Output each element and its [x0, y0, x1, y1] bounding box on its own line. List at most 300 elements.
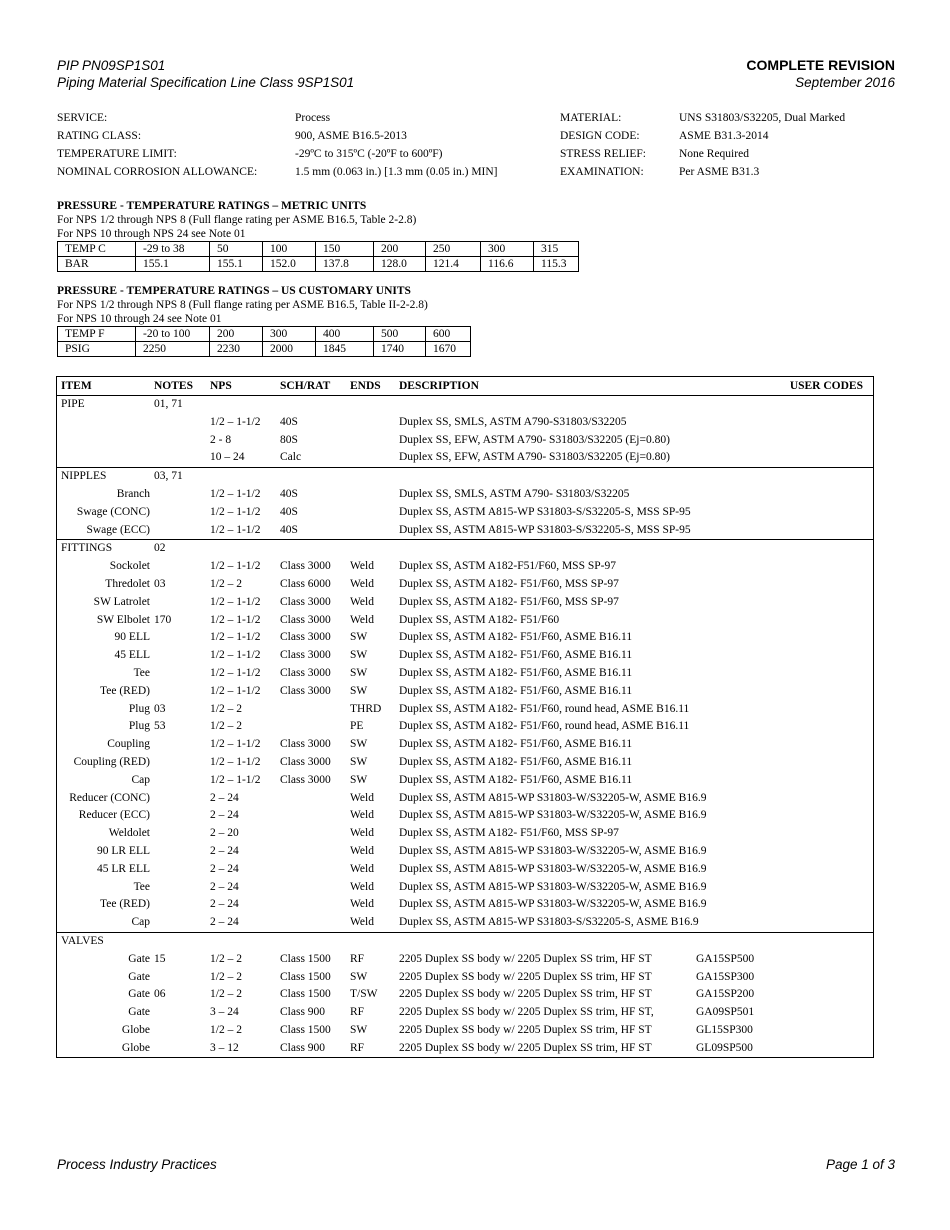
ratings-cell: 128.0 — [374, 257, 426, 272]
cell-nps: 1/2 – 2 — [210, 720, 242, 733]
cell-ends — [350, 449, 399, 467]
info-label: RATING CLASS: — [57, 130, 142, 142]
cell-nps: 1/2 – 1-1/2 — [210, 560, 261, 573]
ratings-cell: TEMP F — [58, 327, 136, 342]
us-note-2: For NPS 10 through 24 see Note 01 — [57, 313, 222, 325]
cell-notes — [154, 790, 210, 808]
table-row — [57, 540, 873, 558]
cell-nps — [210, 468, 280, 486]
cell-sch — [280, 825, 350, 843]
ratings-cell: 315 — [534, 242, 579, 257]
table-group — [57, 467, 873, 539]
cell-code — [696, 629, 836, 647]
table-row — [57, 736, 873, 754]
cell-sch: Class 3000 — [280, 613, 331, 626]
cell-code — [696, 825, 836, 843]
cell-nps: 1/2 – 1-1/2 — [210, 613, 261, 626]
cell-notes — [154, 504, 210, 522]
cell-ends — [350, 504, 399, 522]
us-note-1: For NPS 1/2 through NPS 8 (Full flange rating per ASME B16.5, Table II-2-2.8) — [57, 299, 428, 311]
cell-notes — [154, 522, 210, 540]
cell-code — [696, 414, 836, 432]
ratings-cell: 150 — [316, 242, 374, 257]
cell-notes: 15 — [154, 952, 166, 965]
cell-ends — [350, 396, 399, 414]
cell-notes — [154, 558, 210, 576]
cell-item: Reducer (ECC) — [78, 809, 150, 822]
cell-code — [696, 504, 836, 522]
cell-code — [696, 754, 836, 772]
cell-nps: 2 – 24 — [210, 844, 239, 857]
cell-item: 90 LR ELL — [96, 844, 150, 857]
table-row — [57, 861, 873, 879]
cell-ends: Weld — [350, 560, 374, 573]
materials-table — [56, 376, 874, 1058]
cell-nps: 1/2 – 1-1/2 — [210, 773, 261, 786]
cell-description: Duplex SS, SMLS, ASTM A790- S31803/S32205 — [399, 487, 630, 500]
cell-nps: 1/2 – 1-1/2 — [210, 666, 261, 679]
cell-ends: Weld — [350, 898, 374, 911]
cell-nps — [210, 396, 280, 414]
cell-item: Thredolet — [105, 577, 150, 590]
cell-notes — [154, 825, 210, 843]
cell-code — [696, 896, 836, 914]
cell-ends — [350, 486, 399, 504]
info-value: Process — [295, 112, 331, 124]
cell-ends: RF — [350, 1041, 365, 1054]
cell-nps: 1/2 – 1-1/2 — [210, 415, 261, 428]
cell-nps: 2 – 24 — [210, 862, 239, 875]
us-ratings-table — [57, 326, 471, 357]
cell-item: SW Elbolet — [96, 613, 150, 626]
cell-description: Duplex SS, ASTM A815-WP S31803-W/S32205-W, ASME B16.9 — [399, 809, 707, 822]
table-row — [57, 647, 873, 665]
cell-ends: SW — [350, 649, 368, 662]
cell-nps: 2 – 24 — [210, 880, 239, 893]
col-header-item: ITEM — [61, 380, 92, 392]
ratings-cell: 121.4 — [426, 257, 481, 272]
cell-code — [696, 432, 836, 450]
cell-nps: 1/2 – 2 — [210, 988, 242, 1001]
cell-ends: SW — [350, 631, 368, 644]
cell-item: Cap — [131, 916, 150, 929]
cell-item: Sockolet — [109, 560, 150, 573]
cell-sch — [280, 718, 350, 736]
cell-description: Duplex SS, ASTM A182- F51/F60, round head, ASME B16.11 — [399, 702, 690, 715]
ratings-cell: 2250 — [136, 342, 210, 357]
info-row — [560, 163, 845, 181]
cell-notes — [154, 683, 210, 701]
table-group — [57, 396, 873, 467]
info-row — [560, 109, 845, 127]
table-row — [57, 825, 873, 843]
cell-code — [696, 449, 836, 467]
cell-notes — [154, 969, 210, 987]
table-row — [57, 718, 873, 736]
cell-item: Gate — [128, 970, 150, 983]
cell-sch: Class 3000 — [280, 560, 331, 573]
col-header-notes: NOTES — [154, 380, 193, 392]
cell-sch: 40S — [280, 415, 298, 428]
cell-notes: 02 — [154, 542, 166, 555]
cell-sch — [280, 396, 350, 414]
cell-sch: Class 3000 — [280, 666, 331, 679]
cell-code — [696, 736, 836, 754]
cell-ends: Weld — [350, 595, 374, 608]
cell-item: Weldolet — [108, 827, 150, 840]
cell-notes — [154, 754, 210, 772]
cell-nps: 2 – 24 — [210, 898, 239, 911]
info-label: NOMINAL CORROSION ALLOWANCE: — [57, 166, 258, 178]
cell-ends: SW — [350, 666, 368, 679]
cell-ends: Weld — [350, 613, 374, 626]
cell-sch: Class 3000 — [280, 631, 331, 644]
table-row — [57, 558, 873, 576]
cell-nps: 1/2 – 2 — [210, 952, 242, 965]
cell-description: 2205 Duplex SS body w/ 2205 Duplex SS trim, HF ST — [399, 988, 652, 1001]
cell-notes: 03, 71 — [154, 470, 183, 483]
cell-item: Cap — [131, 773, 150, 786]
cell-code — [696, 933, 836, 951]
cell-sch: 40S — [280, 487, 298, 500]
info-value: UNS S31803/S32205, Dual Marked — [679, 112, 846, 124]
cell-nps: 1/2 – 1-1/2 — [210, 487, 261, 500]
cell-notes — [154, 807, 210, 825]
cell-description: Duplex SS, ASTM A815-WP S31803-W/S32205-W, ASME B16.9 — [399, 880, 707, 893]
table-row — [57, 879, 873, 897]
cell-code — [696, 612, 836, 630]
cell-notes — [154, 594, 210, 612]
cell-ends — [350, 522, 399, 540]
cell-notes — [154, 843, 210, 861]
cell-item — [57, 432, 154, 450]
info-row — [57, 109, 498, 127]
cell-ends: SW — [350, 1023, 368, 1036]
cell-notes — [154, 861, 210, 879]
cell-nps — [210, 933, 280, 951]
ratings-cell: 155.1 — [210, 257, 263, 272]
cell-item: SW Latrolet — [93, 595, 150, 608]
info-label: TEMPERATURE LIMIT: — [57, 148, 177, 160]
cell-item: Plug — [128, 720, 150, 733]
ratings-cell: 2230 — [210, 342, 263, 357]
cell-code: GL09SP500 — [696, 1041, 753, 1054]
ratings-cell: 115.3 — [534, 257, 579, 272]
cell-sch: Class 1500 — [280, 970, 331, 983]
cell-notes — [154, 414, 210, 432]
cell-sch: Class 3000 — [280, 755, 331, 768]
us-ratings-section — [57, 284, 471, 357]
ratings-cell: 300 — [481, 242, 534, 257]
cell-description: Duplex SS, ASTM A815-WP S31803-S/S32205-S, ASME B16.9 — [399, 916, 699, 929]
cell-ends: Weld — [350, 791, 374, 804]
cell-description: 2205 Duplex SS body w/ 2205 Duplex SS trim, HF ST — [399, 1041, 652, 1054]
cell-code — [696, 683, 836, 701]
cell-ends: RF — [350, 952, 365, 965]
cell-code — [696, 558, 836, 576]
cell-item: PIPE — [61, 398, 85, 410]
cell-notes: 01, 71 — [154, 398, 183, 410]
cell-description: Duplex SS, ASTM A182- F51/F60, MSS SP-97 — [399, 595, 619, 608]
cell-sch — [280, 701, 350, 719]
table-group — [57, 539, 873, 932]
cell-code — [696, 772, 836, 790]
table-row — [57, 683, 873, 701]
cell-item: VALVES — [61, 934, 104, 947]
cell-notes: 170 — [154, 613, 172, 626]
cell-description: Duplex SS, ASTM A182- F51/F60, ASME B16.11 — [399, 666, 633, 679]
ratings-cell: 250 — [426, 242, 481, 257]
cell-description: Duplex SS, ASTM A182- F51/F60, MSS SP-97 — [399, 577, 619, 590]
ratings-cell: 2000 — [263, 342, 316, 357]
cell-sch: Class 1500 — [280, 952, 331, 965]
cell-sch — [280, 933, 350, 951]
table-row — [57, 486, 873, 504]
cell-description: Duplex SS, ASTM A182- F51/F60 — [399, 613, 560, 626]
table-row — [57, 933, 873, 951]
cell-item: Plug — [128, 702, 150, 715]
cell-ends: Weld — [350, 844, 374, 857]
metric-ratings-section — [57, 199, 579, 272]
cell-description: Duplex SS, ASTM A182- F51/F60, round head, ASME B16.11 — [399, 720, 690, 733]
cell-code: GA15SP500 — [696, 952, 755, 965]
cell-item: Tee (RED) — [100, 898, 150, 911]
cell-nps: 1/2 – 2 — [210, 1023, 242, 1036]
cell-item: Coupling (RED) — [73, 755, 150, 768]
cell-nps: 1/2 – 1-1/2 — [210, 505, 261, 518]
cell-sch — [280, 790, 350, 808]
cell-item: 45 LR ELL — [96, 862, 150, 875]
cell-item: Tee (RED) — [100, 684, 150, 697]
cell-nps: 1/2 – 1-1/2 — [210, 595, 261, 608]
cell-nps: 2 – 24 — [210, 916, 239, 929]
ratings-cell: -29 to 38 — [136, 242, 210, 257]
cell-code — [696, 486, 836, 504]
ratings-cell: TEMP C — [58, 242, 136, 257]
info-value: None Required — [679, 148, 749, 160]
table-row — [57, 612, 873, 630]
metric-title: PRESSURE - TEMPERATURE RATINGS – METRIC UNITS — [57, 200, 367, 212]
cell-sch: Class 1500 — [280, 988, 331, 1001]
table-row — [57, 969, 873, 987]
cell-item: Swage (ECC) — [86, 523, 150, 536]
ratings-cell: 100 — [263, 242, 316, 257]
cell-item: Gate — [128, 1006, 150, 1019]
cell-description: Duplex SS, EFW, ASTM A790- S31803/S32205 (Ej=0.80) — [399, 451, 670, 464]
cell-ends — [350, 468, 399, 486]
info-row — [560, 145, 845, 163]
table-row — [57, 843, 873, 861]
table-row — [57, 1022, 873, 1040]
ratings-cell: 600 — [426, 327, 471, 342]
cell-nps: 1/2 – 1-1/2 — [210, 684, 261, 697]
col-header-description: DESCRIPTION — [399, 380, 479, 392]
cell-description: Duplex SS, ASTM A182- F51/F60, ASME B16.11 — [399, 773, 633, 786]
cell-item: Globe — [121, 1041, 150, 1054]
cell-description: Duplex SS, ASTM A815-WP S31803-W/S32205-W, ASME B16.9 — [399, 898, 707, 911]
info-row — [57, 127, 498, 145]
cell-description: Duplex SS, ASTM A815-WP S31803-S/S32205-S, MSS SP-95 — [399, 505, 691, 518]
cell-nps: 2 – 24 — [210, 809, 239, 822]
cell-notes — [154, 879, 210, 897]
cell-item: Coupling — [107, 738, 150, 751]
footer-page-number: Page 1 of 3 — [825, 1157, 895, 1172]
info-label: DESIGN CODE: — [560, 130, 640, 142]
cell-item: Tee — [133, 666, 150, 679]
info-block-right — [560, 109, 845, 181]
cell-item: Gate — [128, 952, 150, 965]
cell-item: Reducer (CONC) — [69, 791, 150, 804]
cell-sch: Class 6000 — [280, 577, 331, 590]
cell-code — [696, 468, 836, 486]
ratings-cell: 500 — [374, 327, 426, 342]
cell-sch: Class 3000 — [280, 595, 331, 608]
ratings-row — [58, 257, 579, 272]
table-row — [57, 807, 873, 825]
cell-sch — [280, 843, 350, 861]
cell-notes — [154, 629, 210, 647]
cell-code — [696, 540, 836, 558]
cell-sch — [280, 896, 350, 914]
cell-item: FITTINGS — [61, 542, 113, 555]
doc-header-left — [57, 57, 354, 91]
cell-ends: Weld — [350, 827, 374, 840]
info-label: MATERIAL: — [560, 112, 622, 124]
cell-ends: SW — [350, 755, 368, 768]
cell-code — [696, 790, 836, 808]
ratings-cell: 1670 — [426, 342, 471, 357]
table-row — [57, 665, 873, 683]
metric-note-2: For NPS 10 through NPS 24 see Note 01 — [57, 228, 246, 240]
cell-description: Duplex SS, ASTM A815-WP S31803-W/S32205-W, ASME B16.9 — [399, 844, 707, 857]
cell-code — [696, 396, 836, 414]
cell-notes — [154, 772, 210, 790]
cell-item: NIPPLES — [61, 470, 107, 483]
table-row — [57, 468, 873, 486]
cell-description — [399, 933, 696, 951]
cell-ends: Weld — [350, 880, 374, 893]
cell-code: GA09SP501 — [696, 1006, 755, 1019]
table-row — [57, 772, 873, 790]
ratings-cell: 1740 — [374, 342, 426, 357]
cell-sch — [280, 914, 350, 932]
info-label: SERVICE: — [57, 112, 108, 124]
cell-ends: THRD — [350, 702, 382, 715]
cell-notes: 06 — [154, 988, 166, 1001]
cell-sch — [280, 807, 350, 825]
ratings-row — [58, 327, 471, 342]
materials-table-body — [57, 396, 873, 1057]
cell-sch: 40S — [280, 523, 298, 536]
cell-notes: 03 — [154, 702, 166, 715]
table-row — [57, 754, 873, 772]
table-row — [57, 951, 873, 969]
ratings-cell: BAR — [58, 257, 136, 272]
footer-org: Process Industry Practices — [57, 1157, 217, 1172]
cell-ends: SW — [350, 738, 368, 751]
cell-ends — [350, 933, 399, 951]
doc-header-right — [746, 57, 895, 91]
cell-code — [696, 522, 836, 540]
col-header-nps: NPS — [210, 380, 232, 392]
table-row — [57, 522, 873, 540]
cell-notes: 53 — [154, 720, 166, 733]
cell-sch: Class 900 — [280, 1006, 326, 1019]
doc-id: PIP PN09SP1S01 — [57, 58, 166, 73]
info-row — [57, 145, 498, 163]
cell-description: 2205 Duplex SS body w/ 2205 Duplex SS trim, HF ST, — [399, 1006, 654, 1019]
cell-description: Duplex SS, ASTM A182- F51/F60, ASME B16.11 — [399, 755, 633, 768]
cell-description: Duplex SS, EFW, ASTM A790- S31803/S32205 (Ej=0.80) — [399, 433, 670, 446]
cell-ends — [350, 414, 399, 432]
cell-notes — [154, 914, 210, 932]
cell-notes — [154, 1022, 210, 1040]
cell-item: Swage (CONC) — [76, 505, 150, 518]
cell-ends: SW — [350, 684, 368, 697]
cell-sch: 80S — [280, 433, 298, 446]
cell-item — [57, 449, 154, 467]
cell-nps: 1/2 – 2 — [210, 702, 242, 715]
cell-description: Duplex SS, ASTM A815-WP S31803-W/S32205-W, ASME B16.9 — [399, 791, 707, 804]
cell-code — [696, 647, 836, 665]
cell-sch: Class 3000 — [280, 684, 331, 697]
ratings-cell: 1845 — [316, 342, 374, 357]
table-row — [57, 1040, 873, 1058]
table-row — [57, 449, 873, 467]
metric-note-1: For NPS 1/2 through NPS 8 (Full flange rating per ASME B16.5, Table 2-2.8) — [57, 214, 417, 226]
cell-nps: 2 - 8 — [210, 433, 232, 446]
cell-description — [399, 468, 696, 486]
col-header-user-codes: USER CODES — [789, 380, 863, 392]
cell-sch: Class 1500 — [280, 1023, 331, 1036]
cell-sch — [280, 540, 350, 558]
metric-ratings-table — [57, 241, 579, 272]
info-row — [57, 163, 498, 181]
ratings-row — [58, 242, 579, 257]
cell-notes — [154, 1004, 210, 1022]
table-row — [57, 396, 873, 414]
info-value: Per ASME B31.3 — [679, 166, 760, 178]
cell-item: Gate — [128, 988, 150, 1001]
cell-description: Duplex SS, ASTM A182- F51/F60, ASME B16.11 — [399, 649, 633, 662]
cell-item: Tee — [133, 880, 150, 893]
ratings-cell: 155.1 — [136, 257, 210, 272]
cell-nps: 1/2 – 1-1/2 — [210, 631, 261, 644]
cell-notes — [154, 1040, 210, 1058]
cell-description: 2205 Duplex SS body w/ 2205 Duplex SS trim, HF ST — [399, 1023, 652, 1036]
table-group — [57, 932, 873, 1058]
cell-nps — [210, 540, 280, 558]
cell-sch: Class 3000 — [280, 738, 331, 751]
ratings-row — [58, 342, 471, 357]
cell-ends: Weld — [350, 916, 374, 929]
cell-sch: Class 900 — [280, 1041, 326, 1054]
cell-ends: RF — [350, 1006, 365, 1019]
cell-notes — [154, 486, 210, 504]
info-label: EXAMINATION: — [560, 166, 644, 178]
col-header-sch: SCH/RAT — [280, 380, 331, 392]
cell-nps: 10 – 24 — [210, 451, 245, 464]
table-row — [57, 414, 873, 432]
materials-table-header — [57, 377, 873, 396]
cell-item: Branch — [116, 487, 150, 500]
table-row — [57, 790, 873, 808]
cell-notes — [154, 736, 210, 754]
cell-item — [57, 414, 154, 432]
us-title: PRESSURE - TEMPERATURE RATINGS – US CUSTOMARY UNITS — [57, 285, 411, 297]
cell-code — [696, 843, 836, 861]
cell-description: 2205 Duplex SS body w/ 2205 Duplex SS trim, HF ST — [399, 970, 652, 983]
